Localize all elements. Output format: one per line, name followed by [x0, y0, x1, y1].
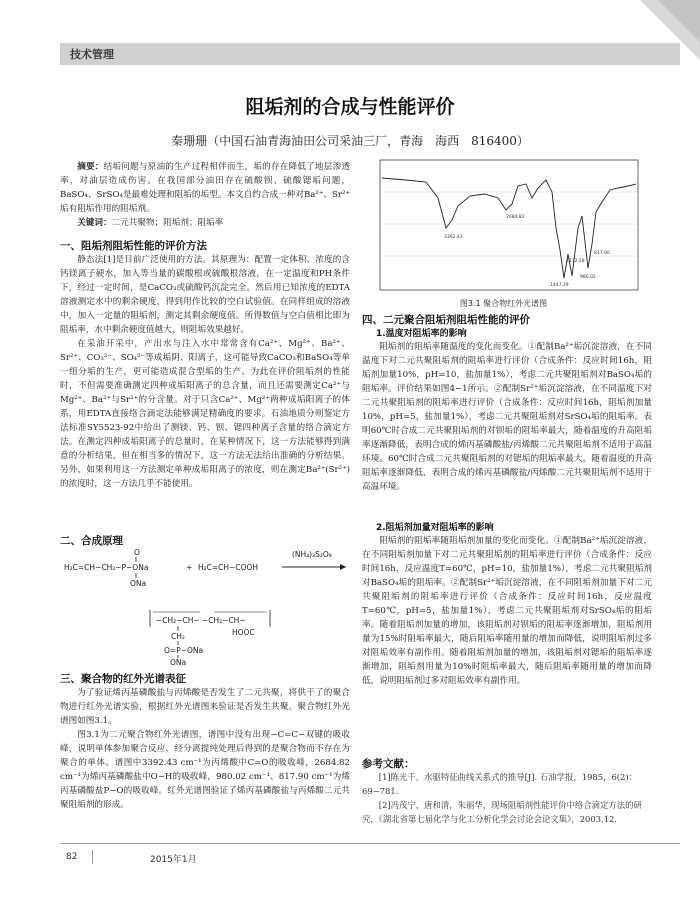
footer-divider: [60, 843, 680, 844]
peak-label-3: 1447.29: [550, 283, 569, 288]
section3-para2: 图3.1为二元聚合物红外光谱图，谱图中没有出现−C=C−双键的吸收峰，说明单体参加聚合反应，经分离提纯处理后得到的是聚合物而不存在为聚合的单体。谱图中3392.43 cm⁻¹为丙烯酸中C=O的吸收峰，2684.82 cm⁻¹为烯丙基磷酸盐中O−H的吸收峰，980.02 cm⁻¹、817.90 cm⁻¹为烯丙基磷酸盐P−O的吸收峰。红外光谱图验证了烯丙基磷酸盐与丙烯酸二元共聚阻垢剂的形成。: [60, 730, 350, 810]
section4-sub1: 1.温度对阻垢率的影响: [376, 329, 467, 339]
peak-label-6: 817.90: [594, 251, 610, 256]
product-p: O=P−ONa: [164, 646, 204, 655]
product-chain: −CH₂−CH− −CH₂−CH−: [156, 616, 246, 625]
section3-para1: 为了验证烯丙基磷酸盐与丙烯酸是否发生了二元共聚，将供干了的聚合物进行红外光谱实验，根据红外光谱图来验证是否发生共聚。聚合物红外光谱图如图3.1。: [60, 688, 350, 726]
section3-heading: 三、聚合物的红外光谱表征: [60, 673, 186, 685]
product-sub2: HOOC: [232, 628, 255, 637]
section4-para1: 阻垢剂的阻垢率随温度的变化而变化。①配制Ba²⁺垢沉淀溶液，在不同温度下对二元共聚阻垢剂的阻垢率进行评价（合成条件：反应时间16h，阻垢剂加量10%，pH=10，盐加量1%），考虑二元共聚阻垢剂对BaSO₄垢的阻垢率。评价结果如图4−1所示。②配制Sr²⁺垢沉淀溶液，在不同温度下对二元共聚阻垢剂的阻垢率进行评价（合成条件：反应时间16h，阻垢剂加量10%，pH=5，盐加量1%），考虑二元共聚阻垢剂对SrSO₄垢的阻垢率。表明60℃时合成二元共聚阻垢剂的对钡垢的阻垢率最大，随着温度的升高阻垢率逐渐降低，表明合成的烯丙基磷酸盐/丙烯酸二元共聚阻垢剂不适用于高温环境。60℃时合成二元共聚阻垢剂的对锶垢的阻垢率最大，随着温度的升高阻垢率逐渐降低，表明合成的烯丙基磷酸盐/丙烯酸二元共聚阻垢剂不适用于高温环境。: [362, 342, 652, 492]
keywords-label: 关键词：: [77, 218, 112, 228]
author-line: 秦珊珊（中国石油青海油田公司采油三厂，青海 海西 816400）: [171, 134, 529, 148]
section-label: 技术管理: [70, 48, 114, 61]
abstract-text: 结垢问题与原油的生产过程相伴而生，垢的存在降低了地层渗透率，对油层造成伤害。在我国部分油田存在硫酸钡、硫酸锶垢问题，BaSO₄、SrSO₄是最难处理和阻垢的垢型。本文自约合成一种对Ba²⁺、Sr²⁺垢有阻垢作用的阻垢剂。: [60, 162, 350, 214]
reference-1: [1]陈光千，水驱特征曲线关系式的推导[J]. 石油学报，1985，6(2)：69−781.: [362, 772, 638, 796]
chart-frame-box: [380, 160, 638, 290]
issue-date: 2015年1月: [150, 855, 197, 865]
references-heading: 参考文献：: [362, 758, 415, 770]
section4-body1: [362, 340, 652, 494]
product-sub1: CH₂: [171, 632, 185, 641]
article-title: 阻垢剂的合成与性能评价: [245, 96, 455, 118]
abstract-label: 摘要：: [77, 162, 104, 172]
product-bottom: ONa: [170, 658, 187, 665]
section4-body2: [362, 534, 652, 688]
peak-label-5: 980.02: [580, 275, 596, 280]
footer-separator: [92, 850, 93, 864]
reference-2: [2]冯茂宁，唐和清，朱丽华，现场阻垢剂性能评价中络合滴定方法的研究，《湖北省第七届化学与化工分析化学会讨论会论文集》，2003,12.: [362, 800, 642, 824]
plus-sign: +: [186, 563, 193, 572]
ir-spectrum-chart: [366, 158, 641, 298]
reactant1-top-o: O: [134, 548, 140, 557]
keywords-text: 二元共聚物；阻垢剂；阻垢率: [111, 218, 224, 228]
catalyst: (NH₄)₂S₂O₈: [292, 550, 332, 559]
section4-heading: 四、二元聚合阻垢剂阻垢性能的评价: [362, 314, 530, 326]
section2-heading: 二、合成原理: [60, 535, 123, 547]
abstract-block: [60, 160, 350, 230]
peak-label-2: 2684.82: [506, 215, 525, 220]
figure-caption: 图3.1 聚合物红外光谱图: [459, 299, 548, 308]
reactant1: H₂C=CH−CH₂−P−ONa: [64, 563, 149, 572]
section4-sub2: 2.阻垢剂加量对阻垢率的影响: [376, 523, 494, 533]
section1-heading: 一、阻垢剂阻垢性能的评价方法: [60, 240, 207, 252]
reactant2: H₂C=CH−COOH: [198, 563, 259, 572]
section3-body: [60, 686, 350, 812]
peak-label-1: 3392.43: [444, 235, 463, 240]
page-number: 82: [66, 852, 78, 862]
section4-para2: 阻垢剂的阻垢率随阻垢剂加量的变化而变化。①配制Ba²⁺垢沉淀溶液，在不同阻垢剂加量下对二元共聚阻垢剂的阻垢率进行评价（合成条件：反应时间16h，反应温度T=60℃，pH=10，盐加量1%），考虑二元共聚阻垢剂对BaSO₄垢的阻垢率。②配制Sr²⁺垢沉淀溶液，在不同阻垢剂加量下对二元共聚阻垢剂的阻垢率进行评价（合成条件：反应时间16h，反应温度T=60℃，pH=5，盐加量1%），考虑二元共聚阻垢剂对SrSO₄垢的阻垢率。随着阻垢剂加量的增加，该阻垢剂对钡垢的阻垢率逐渐增加，阻垢剂用量为15%时阻垢率最大，随后阻垢率随用量的增加而降低，说明阻垢剂过多对阻垢效率有副作用。随着阻垢剂加量的增加，该阻垢剂对锶垢的阻垢率逐渐增加，阻垢剂用量为10%时阻垢率最大，随后阻垢率随用量的增加而降低，说明阻垢剂过多对阻垢效率有副作用。: [362, 536, 652, 686]
section-tag-bar: [60, 43, 680, 65]
synthesis-reaction-scheme: [60, 545, 352, 665]
section1-para2: 在采油开采中，产出水与注入水中常常含有Ca²⁺、Mg²⁺、Ba²⁺、Sr²⁺、CO₃²⁻、SO₄²⁻等成垢阴、阳离子，这可能导致CaCO₃和BaSO₄等单一组分垢的生产，更可能造成混合型垢的生产。为此在评价阻垢剂的性能时，不但需要准确测定四种成垢阳离子的总含量，而且还需要测定Ca²⁺与Mg²⁺、Ba²⁺与Sr²⁺的分含量。对于只含Ca²⁺、Mg²⁺两种成垢阳离子的体系，用EDTA直接络合滴定法能够满足精确度的要求。石油地质分则鉴定方法标准SY5523-92中给出了测镁、钙、钡、锶四种离子含量的络合滴定方法。在测定四种成垢阳离子的总量时，在某种情况下，这一方法能够得到满意的分析结果，但在相当多的情况下，这一方法无法给出准确的分析结果。另外，如果利用这一方法测定单种成垢阳离子的浓度，则在测定Ba²⁺(Sr²⁺)的浓度时，这一方法几乎不能使用。: [60, 339, 350, 489]
peak-label-4: 1172.28: [566, 259, 585, 264]
references-list: [362, 770, 652, 826]
section1-body: [60, 253, 350, 491]
section1-para1: 静态法[1]是目前广泛使用的方法。其原理为：配置一定体积、浓度的含钙镁离子硬水，加入等当量的碳酸根或硫酸根溶液，在一定温度和PH条件下，经过一定时间，是CaCO₃或硫酸钙沉淀完全。然后用已知浓度的EDTA溶液测定水中的剩余硬度，得到用作比较的空白试验值。在同样组成的溶液中，加入一定量的阻垢剂，测定其剩余硬度值。所得数值与空白值相比即为阻垢率，水中剩余硬度值越大，则阻垢效果越好。: [60, 255, 350, 335]
reactant1-bottom: ONa: [130, 579, 147, 588]
